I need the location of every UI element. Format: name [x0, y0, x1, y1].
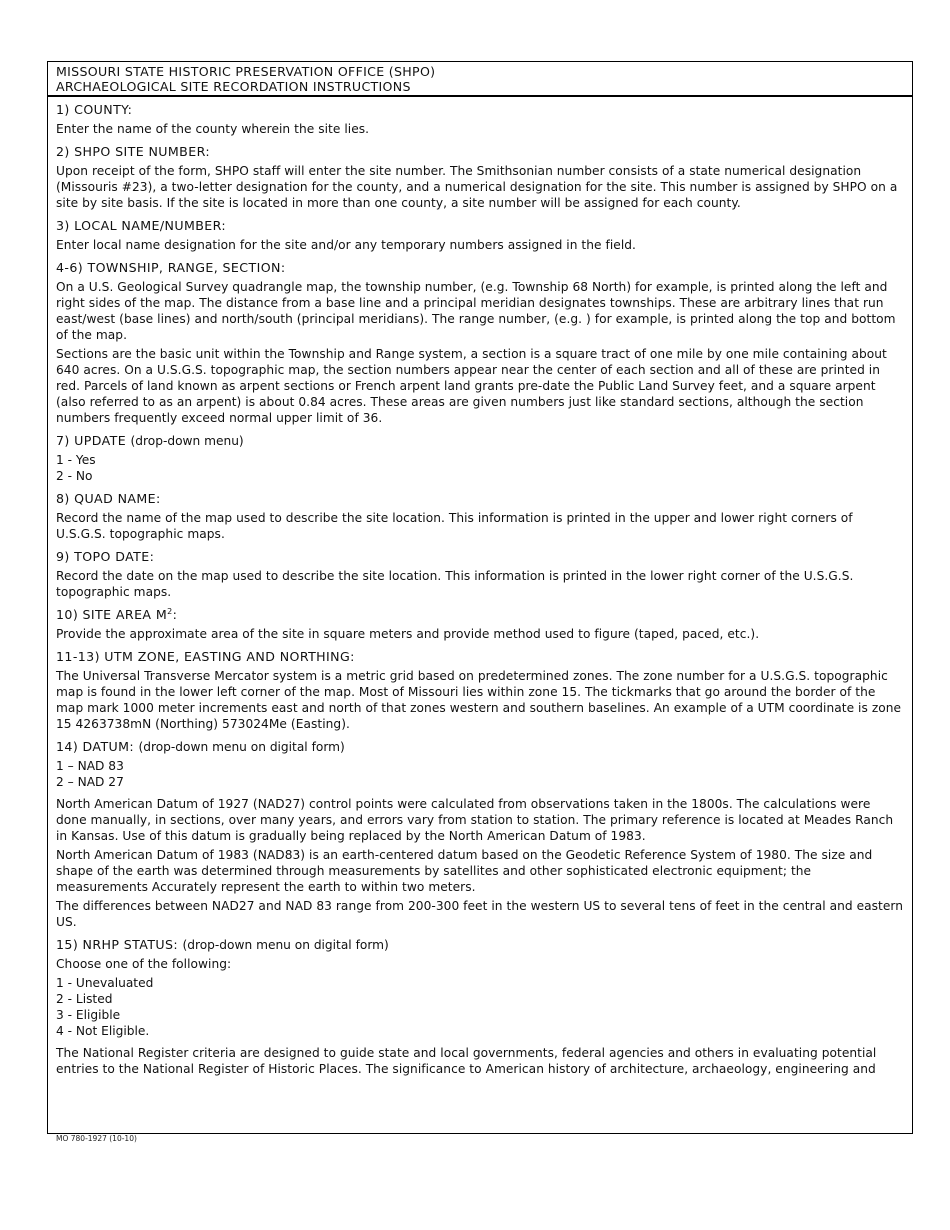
section-local-name-title: 3) LOCAL NAME/NUMBER:: [56, 218, 227, 233]
header-agency: MISSOURI STATE HISTORIC PRESERVATION OFFICE (SHPO): [56, 64, 436, 79]
section-update-options: [56, 452, 904, 484]
section-utm-title: 11-13) UTM ZONE, EASTING AND NORTHING:: [56, 649, 355, 664]
list-item: 3 - Eligible: [56, 1008, 121, 1022]
section-update-title: [56, 433, 904, 449]
list-item: 4 - Not Eligible.: [56, 1024, 150, 1038]
header-title: ARCHAEOLOGICAL SITE RECORDATION INSTRUCTIONS: [56, 79, 411, 94]
list-item: 2 - No: [56, 469, 93, 483]
section-nrhp-note: (drop-down menu on digital form): [182, 938, 389, 952]
instructions-frame: [47, 61, 913, 1134]
superscript-2: 2: [167, 607, 173, 616]
section-nrhp-title: [56, 937, 904, 953]
section-datum-text-2: North American Datum of 1983 (NAD83) is an earth-centered datum based on the Geodetic Reference System of 1980. The size and shape of the earth was determined through measurements by satellites and other sophisticated electronic equipment; the measurements Accurately represent the earth to within two meters.: [56, 848, 873, 894]
section-local-name-text: Enter local name designation for the site and/or any temporary numbers assigned in the field.: [56, 238, 636, 252]
section-datum-options: [56, 758, 904, 790]
section-datum-note: (drop-down menu on digital form): [138, 740, 345, 754]
section-site-area-title: [56, 607, 904, 623]
section-update-label: 7) UPDATE: [56, 433, 127, 448]
section-township-title: 4-6) TOWNSHIP, RANGE, SECTION:: [56, 260, 286, 275]
section-topo-date-title: 9) TOPO DATE:: [56, 549, 155, 564]
section-site-area-colon: :: [172, 607, 178, 622]
section-shpo-number-text: Upon receipt of the form, SHPO staff will enter the site number. The Smithsonian number consists of a state numerical designation (Missouris #23), a two-letter designation for the county, and a numerical designation for the site. This number is assigned by SHPO on a site by site basis. If the site is located in more than one county, a site number will be assigned for each county.: [56, 164, 898, 210]
form-number: MO 780-1927 (10-10): [56, 1134, 137, 1143]
section-utm-text: The Universal Transverse Mercator system is a metric grid based on predetermined zones. The zone number for a U.S.G.S. topographic map is found in the lower left corner of the map. Most of Missouri lies within zone 15. The tickmarks that go around the border of the map mark 1000 meter increments east and north of that zones western and southern baselines. An example of a UTM coordinate is zone 15 4263738mN (Northing) 573024Me (Easting).: [56, 669, 902, 731]
section-nrhp-text: The National Register criteria are designed to guide state and local governments, federal agencies and others in evaluating potential entries to the National Register of Historic Places. The significance to American history of architecture, archaeology, engineering and: [56, 1046, 877, 1076]
section-shpo-number-title: 2) SHPO SITE NUMBER:: [56, 144, 210, 159]
section-site-area-text: Provide the approximate area of the site in square meters and provide method used to figure (taped, paced, etc.).: [56, 627, 760, 641]
instructions-body: [48, 97, 912, 1077]
section-datum-text-1: North American Datum of 1927 (NAD27) control points were calculated from observations taken in the 1800s. The calculations were done manually, in sections, over many years, and errors vary from station to station. The primary reference is located at Meades Ranch in Kansas. Use of this datum is gradually being replaced by the North American Datum of 1983.: [56, 797, 894, 843]
section-nrhp-lead: Choose one of the following:: [56, 957, 232, 971]
section-datum-text-3: The differences between NAD27 and NAD 83 range from 200-300 feet in the western US to several tens of feet in the central and eastern US.: [56, 899, 904, 929]
section-site-area-label: 10) SITE AREA M: [56, 607, 168, 622]
list-item: 1 - Yes: [56, 453, 96, 467]
section-township-text-2: Sections are the basic unit within the Township and Range system, a section is a square tract of one mile by one mile containing about 640 acres. On a U.S.G.S. topographic map, the section numbers appear near the center of each section and all of these are printed in red. Parcels of land known as arpent sections or French arpent land grants pre-date the Public Land Survey feet, and a square arpent (also referred to as an arpent) is about 0.84 acres. These areas are given numbers just like standard sections, although the section numbers frequently exceed normal upper limit of 36.: [56, 347, 887, 425]
section-county-title: 1) COUNTY:: [56, 102, 133, 117]
section-county-text: Enter the name of the county wherein the site lies.: [56, 122, 370, 136]
section-quad-name-title: 8) QUAD NAME:: [56, 491, 161, 506]
form-header: [48, 62, 912, 97]
section-township-text-1: On a U.S. Geological Survey quadrangle map, the township number, (e.g. Township 68 North) for example, is printed along the left and right sides of the map. The distance from a base line and a principal meridian designates townships. These are arbitrary lines that run east/west (base lines) and north/south (principal meridians). The range number, (e.g. ) for example, is printed along the top and bottom of the map.: [56, 280, 896, 342]
section-datum-title: [56, 739, 904, 755]
section-nrhp-label: 15) NRHP STATUS:: [56, 937, 179, 952]
section-quad-name-text: Record the name of the map used to describe the site location. This information is printed in the upper and lower right corners of U.S.G.S. topographic maps.: [56, 511, 853, 541]
list-item: 1 - Unevaluated: [56, 976, 154, 990]
list-item: 2 - Listed: [56, 992, 113, 1006]
section-topo-date-text: Record the date on the map used to describe the site location. This information is printed in the lower right corner of the U.S.G.S. topographic maps.: [56, 569, 854, 599]
section-update-note: (drop-down menu): [130, 434, 244, 448]
section-nrhp-options: [56, 975, 904, 1039]
list-item: 2 – NAD 27: [56, 775, 124, 789]
section-datum-label: 14) DATUM:: [56, 739, 135, 754]
list-item: 1 – NAD 83: [56, 759, 124, 773]
